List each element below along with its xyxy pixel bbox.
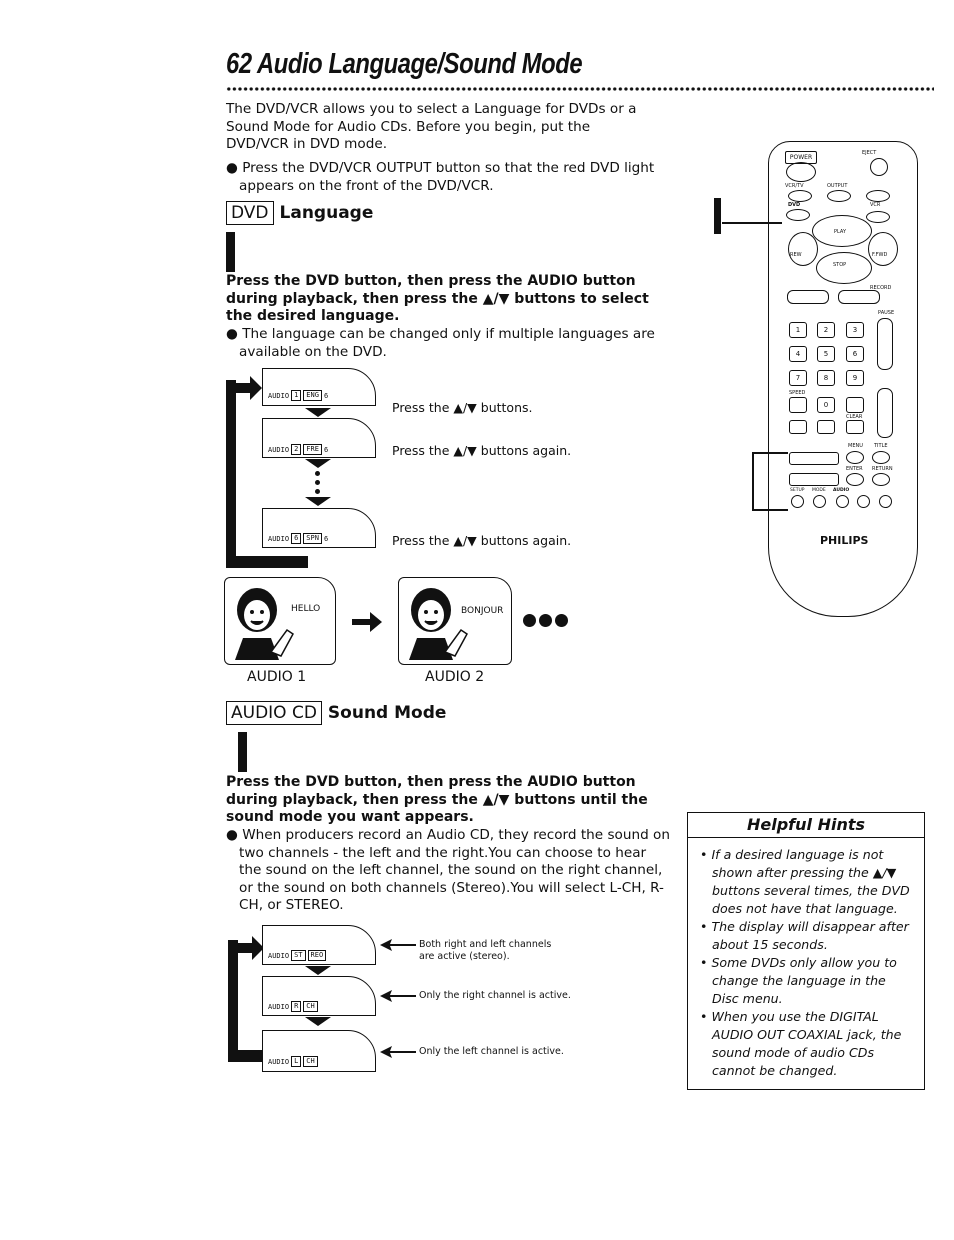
menu-label: MENU bbox=[848, 443, 863, 449]
stop-button[interactable] bbox=[816, 252, 872, 284]
skip-back-button[interactable] bbox=[787, 290, 829, 304]
sound-screen-1-text: AUDIO ST REO bbox=[268, 950, 326, 961]
left-right-buttons[interactable] bbox=[789, 473, 839, 486]
left-arrow-icon bbox=[380, 1046, 416, 1058]
page-title: 62 Audio Language/Sound Mode bbox=[226, 48, 583, 80]
intro-bullet: ● Press the DVD/VCR OUTPUT button so that the red DVD light appears on the front of the DVD/VCR. bbox=[226, 160, 655, 194]
left-arrow-icon bbox=[380, 990, 416, 1002]
plus-10-button[interactable] bbox=[846, 397, 864, 413]
record-button-top[interactable] bbox=[866, 190, 890, 202]
audio1-illustration bbox=[224, 577, 336, 665]
digit-9-button[interactable]: 9 bbox=[846, 370, 864, 386]
dvd-tag: DVD bbox=[226, 201, 274, 225]
remote-callout-bracket bbox=[752, 452, 754, 510]
down-arrow-icon bbox=[305, 1017, 331, 1026]
audio-button[interactable] bbox=[836, 495, 849, 508]
rew-label: REW bbox=[790, 252, 802, 258]
skip-forward-button[interactable] bbox=[838, 290, 880, 304]
search-button[interactable] bbox=[817, 420, 835, 434]
flow-bracket-bottom bbox=[226, 556, 308, 568]
hint-item: • Some DVDs only allow you to change the language in the Disc menu. bbox=[700, 955, 897, 1006]
vcrtv-label: VCR/TV bbox=[785, 183, 804, 189]
ellipsis-dot bbox=[315, 489, 320, 494]
speech-bubble-text: HELLO bbox=[291, 604, 321, 614]
return-label: RETURN bbox=[872, 466, 893, 472]
flow-bracket-vertical bbox=[226, 380, 236, 568]
output-label: OUTPUT bbox=[827, 183, 848, 189]
stop-label: STOP bbox=[833, 262, 847, 268]
speed-button[interactable] bbox=[789, 397, 807, 413]
person-speaking-icon bbox=[405, 582, 469, 660]
eject-button[interactable] bbox=[870, 158, 888, 176]
intro-paragraph: The DVD/VCR allows you to select a Language for DVDs or a Sound Mode for Audio CDs. Before you begin, put the DVD/VCR in DVD mode. bbox=[226, 101, 637, 152]
right-arrow-icon bbox=[352, 612, 384, 632]
sound-instruction: Press the DVD button, then press the AUDIO button during playback, then press the ▲/▼ buttons until the sound mode you want appears. bbox=[226, 774, 648, 826]
display-button[interactable] bbox=[789, 420, 807, 434]
sound-title: Sound Mode bbox=[327, 703, 447, 723]
record-label: RECORD bbox=[870, 285, 892, 291]
left-arrow-icon bbox=[380, 939, 416, 951]
pause-button[interactable] bbox=[877, 318, 893, 370]
title-dotted-rule bbox=[226, 86, 934, 92]
title-button[interactable] bbox=[872, 451, 890, 464]
setup-label: SETUP bbox=[790, 488, 805, 493]
sound-screen-2-text: AUDIO R CH bbox=[268, 1001, 318, 1012]
person-speaking-icon bbox=[231, 582, 295, 660]
digit-1-button[interactable]: 1 bbox=[789, 322, 807, 338]
power-label: POWER bbox=[785, 151, 817, 164]
language-instruction: Press the DVD button, then press the AUDIO button during playback, then press the ▲/▼ buttons to select the desired language. bbox=[226, 273, 649, 325]
down-arrow-icon bbox=[305, 459, 331, 468]
output-button[interactable] bbox=[827, 190, 851, 202]
eject-label: EJECT bbox=[862, 150, 877, 156]
language-bullet: ● The language can be changed only if multiple languages are available on the DVD. bbox=[226, 326, 655, 360]
audio2-illustration bbox=[398, 577, 512, 665]
sound-bullet: ● When producers record an Audio CD, they record the sound on two channels - the left and the right.You can choose to hear the sound on the left channel, the sound on the right channel, or the sound on both channels (Stereo).You will select L-CH, R-CH, or STEREO. bbox=[226, 827, 670, 913]
hint-item: • The display will disappear after about 15 seconds. bbox=[700, 919, 909, 952]
audio-label: AUDIO bbox=[833, 488, 850, 493]
flow-arrow-icon bbox=[234, 376, 264, 400]
remote-callout-line bbox=[752, 509, 788, 511]
helpful-hints-title: Helpful Hints bbox=[688, 813, 924, 838]
down-arrow-icon bbox=[305, 497, 331, 506]
sound-bullet-text: When producers record an Audio CD, they record the sound on two channels - the left and the right.You can choose to hear the sound on the left channel, the sound on the right channel, or the sound on both channels (Stereo).You will select L-CH, R-CH, or STEREO. bbox=[239, 827, 670, 913]
ffwd-label: F.FWD bbox=[872, 252, 888, 258]
hint-item: • If a desired language is not shown after pressing the ▲/▼ buttons several times, the DVD does not have that language. bbox=[700, 847, 910, 916]
clear-label: CLEAR bbox=[846, 414, 863, 420]
ffwd-button[interactable] bbox=[868, 232, 898, 266]
ellipsis-dot bbox=[315, 480, 320, 485]
subtitle-button[interactable] bbox=[857, 495, 870, 508]
speed-label: SPEED bbox=[789, 390, 806, 396]
play-label: PLAY bbox=[834, 229, 847, 235]
audio-cd-tag: AUDIO CD bbox=[226, 701, 322, 725]
sound-screen-3-text: AUDIO L CH bbox=[268, 1056, 318, 1067]
more-options-dots bbox=[523, 614, 568, 627]
language-screen-1-caption: Press the ▲/▼ buttons. bbox=[392, 400, 533, 415]
dvd-button[interactable] bbox=[786, 209, 810, 221]
language-screen-3-caption: Press the ▲/▼ buttons again. bbox=[392, 533, 572, 548]
sound-screen-2-caption: Only the right channel is active. bbox=[419, 990, 571, 1001]
language-screen-3-text: AUDIO 6 SPN 6 bbox=[268, 534, 329, 543]
title-label: TITLE bbox=[874, 443, 888, 449]
down-arrow-icon bbox=[305, 408, 331, 417]
digit-7-button[interactable]: 7 bbox=[789, 370, 807, 386]
mode-button[interactable] bbox=[813, 495, 826, 508]
return-button[interactable] bbox=[872, 473, 890, 486]
step-1-marker bbox=[238, 732, 247, 772]
digit-6-button[interactable]: 6 bbox=[846, 346, 864, 362]
digit-0-button[interactable]: 0 bbox=[817, 397, 835, 413]
language-screen-2-caption: Press the ▲/▼ buttons again. bbox=[392, 443, 572, 458]
language-section-header bbox=[226, 201, 373, 225]
digit-3-button[interactable]: 3 bbox=[846, 322, 864, 338]
helpful-hints-list bbox=[688, 838, 924, 1086]
language-screen-1-text: AUDIO 1 ENG 6 bbox=[268, 391, 329, 400]
vcrtv-button[interactable] bbox=[788, 190, 812, 202]
dvd-label: DVD bbox=[788, 202, 801, 208]
down-arrow-icon bbox=[305, 966, 331, 975]
helpful-hints-box bbox=[687, 812, 925, 1090]
angle-button[interactable] bbox=[879, 495, 892, 508]
digit-4-button[interactable]: 4 bbox=[789, 346, 807, 362]
clear-button[interactable] bbox=[846, 420, 864, 434]
language-bullet-text: The language can be changed only if multiple languages are available on the DVD. bbox=[239, 326, 655, 360]
enter-button[interactable] bbox=[846, 473, 864, 486]
skip-slider[interactable] bbox=[877, 388, 893, 438]
vcr-button[interactable] bbox=[866, 211, 890, 223]
enter-label: ENTER bbox=[846, 466, 863, 472]
ellipsis-dot bbox=[315, 471, 320, 476]
pause-label: PAUSE bbox=[878, 310, 895, 316]
step-1-marker bbox=[226, 232, 235, 272]
speech-bubble-text: BONJOUR bbox=[461, 606, 504, 616]
language-screen-2-text: AUDIO 2 FRE 6 bbox=[268, 445, 329, 454]
vcr-label: VCR bbox=[870, 202, 881, 208]
audio2-label: AUDIO 2 bbox=[425, 669, 485, 685]
rew-button[interactable] bbox=[788, 232, 818, 266]
menu-button[interactable] bbox=[846, 451, 864, 464]
hint-item: • When you use the DIGITAL AUDIO OUT COAXIAL jack, the sound mode of audio CDs cannot be changed. bbox=[700, 1009, 902, 1078]
up-down-buttons[interactable] bbox=[789, 452, 839, 465]
remote-brand: PHILIPS bbox=[820, 534, 869, 547]
power-button[interactable] bbox=[786, 162, 816, 182]
intro-bullet-text: Press the DVD/VCR OUTPUT button so that the red DVD light appears on the front of the DVD/VCR. bbox=[239, 160, 655, 194]
sound-section-header bbox=[226, 701, 446, 725]
audio1-label: AUDIO 1 bbox=[247, 669, 307, 685]
sound-screen-3-caption: Only the left channel is active. bbox=[419, 1046, 564, 1057]
remote-callout-line bbox=[752, 452, 788, 454]
mode-label: MODE bbox=[812, 488, 826, 493]
digit-5-button[interactable]: 5 bbox=[817, 346, 835, 362]
setup-button[interactable] bbox=[791, 495, 804, 508]
remote-step-marker bbox=[714, 198, 721, 234]
digit-8-button[interactable]: 8 bbox=[817, 370, 835, 386]
digit-2-button[interactable]: 2 bbox=[817, 322, 835, 338]
language-title: Language bbox=[279, 203, 374, 223]
sound-screen-1-caption: Both right and left channels are active (stereo). bbox=[419, 939, 552, 962]
